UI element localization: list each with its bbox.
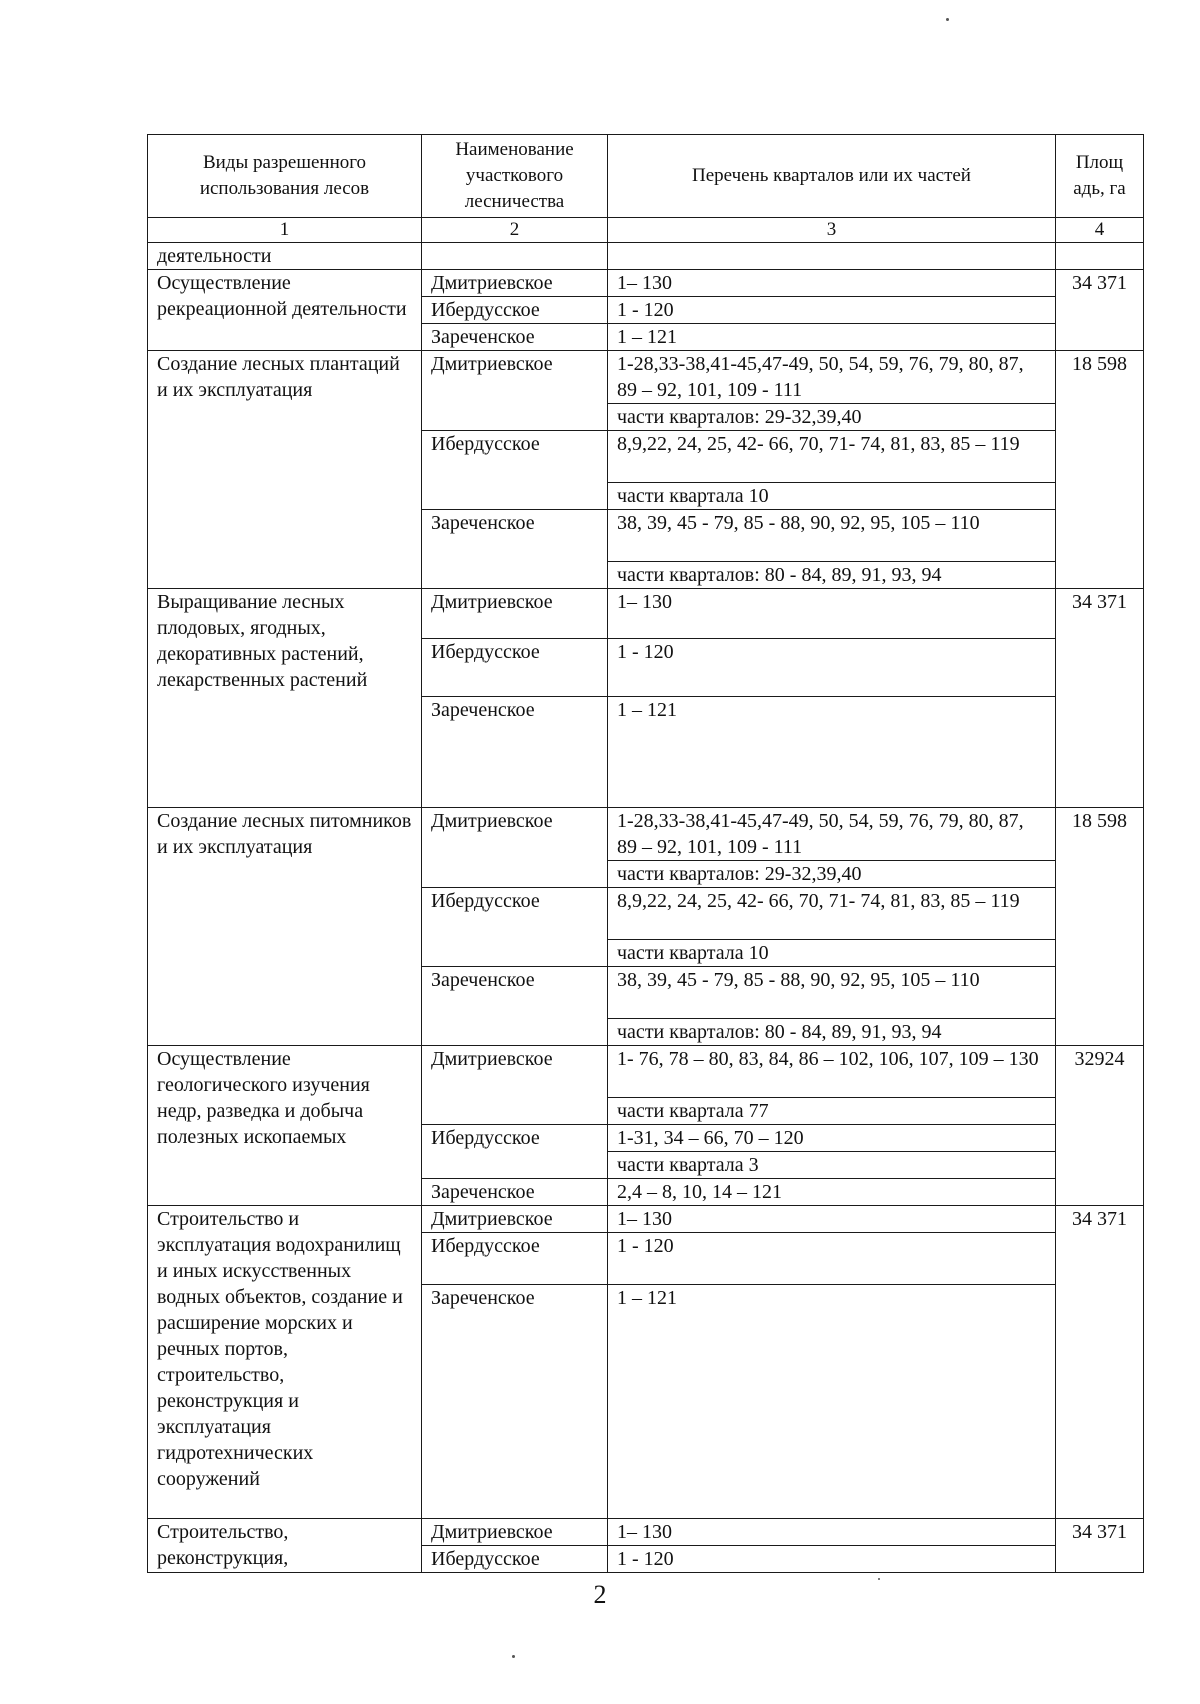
scan-speck [512, 1655, 515, 1658]
quarters-cell: 8,9,22, 24, 25, 42- 66, 70, 71- 74, 81, 83, 85 – 119 [608, 888, 1056, 940]
column-number: 3 [608, 218, 1056, 243]
quarters-cell: 1-28,33-38,41-45,47-49, 50, 54, 59, 76, 79, 80, 87, 89 – 92, 101, 109 - 111 [608, 808, 1056, 861]
use-type-cell: Выращивание лесных плодовых, ягодных, декоративных растений, лекарственных растений [148, 589, 422, 808]
quarters-cell: 1 - 120 [608, 297, 1056, 324]
use-type-cell: деятельности [148, 243, 422, 270]
header-area: Площ адь, га [1056, 135, 1144, 218]
quarters-cell: 38, 39, 45 - 79, 85 - 88, 90, 92, 95, 105 – 110 [608, 967, 1056, 1019]
table-row [148, 589, 1144, 639]
forestry-cell: Дмитриевское [422, 1519, 608, 1546]
forestry-cell: Зареченское [422, 324, 608, 351]
forestry-cell: Ибердусское [422, 431, 608, 510]
forestry-cell: Зареченское [422, 697, 608, 808]
quarter-parts-cell: части кварталов: 29-32,39,40 [608, 404, 1056, 431]
forestry-cell: Зареченское [422, 967, 608, 1046]
forestry-cell: Ибердусское [422, 1546, 608, 1573]
forestry-cell: Ибердусское [422, 639, 608, 697]
forestry-cell: Ибердусское [422, 1233, 608, 1285]
area-cell: 18 598 [1056, 808, 1144, 1046]
use-type-cell: Осуществление геологического изучения недр, разведка и добыча полезных ископаемых [148, 1046, 422, 1206]
quarters-cell: 1 - 120 [608, 1546, 1056, 1573]
quarters-cell: 2,4 – 8, 10, 14 – 121 [608, 1179, 1056, 1206]
quarters-cell: 1– 130 [608, 1519, 1056, 1546]
forestry-cell: Зареченское [422, 1285, 608, 1519]
column-number: 4 [1056, 218, 1144, 243]
quarters-cell: 1-31, 34 – 66, 70 – 120 [608, 1125, 1056, 1152]
quarters-cell: 8,9,22, 24, 25, 42- 66, 70, 71- 74, 81, 83, 85 – 119 [608, 431, 1056, 483]
column-number-row [148, 218, 1144, 243]
use-type-cell: Строительство и эксплуатация водохранилищ и иных искусственных водных объектов, создание и расширение морских и речных портов, строительство, реконструкция и эксплуатация гидротехнических сооружений [148, 1206, 422, 1519]
quarter-parts-cell: части квартала 77 [608, 1098, 1056, 1125]
table-row [148, 1206, 1144, 1233]
forest-use-table [147, 134, 1144, 1573]
area-cell: 32924 [1056, 1046, 1144, 1206]
column-number: 1 [148, 218, 422, 243]
forestry-cell: Дмитриевское [422, 351, 608, 431]
area-cell: 18 598 [1056, 351, 1144, 589]
area-cell: 34 371 [1056, 1519, 1144, 1573]
area-cell: 34 371 [1056, 1206, 1144, 1519]
quarter-parts-cell: части кварталов: 29-32,39,40 [608, 861, 1056, 888]
header-quarters-list: Перечень кварталов или их частей [608, 135, 1056, 218]
forestry-cell: Ибердусское [422, 1125, 608, 1179]
use-type-cell: Создание лесных питомников и их эксплуатация [148, 808, 422, 1046]
forestry-cell: Дмитриевское [422, 1206, 608, 1233]
quarters-cell: 38, 39, 45 - 79, 85 - 88, 90, 92, 95, 105 – 110 [608, 510, 1056, 562]
forestry-cell: Зареченское [422, 510, 608, 589]
quarters-cell: 1 - 120 [608, 639, 1056, 697]
area-cell: 34 371 [1056, 589, 1144, 808]
quarters-cell: 1– 130 [608, 270, 1056, 297]
quarters-cell: 1– 130 [608, 589, 1056, 639]
table-row [148, 808, 1144, 861]
quarters-cell: 1 – 121 [608, 324, 1056, 351]
forestry-cell: Дмитриевское [422, 270, 608, 297]
forestry-cell: Ибердусское [422, 888, 608, 967]
table-row [148, 351, 1144, 404]
quarters-cell: 1– 130 [608, 1206, 1056, 1233]
forestry-cell: Ибердусское [422, 297, 608, 324]
table-row [148, 243, 1144, 270]
use-type-cell: Строительство, реконструкция, [148, 1519, 422, 1573]
quarters-cell: 1 – 121 [608, 697, 1056, 808]
quarters-cell: 1 - 120 [608, 1233, 1056, 1285]
scan-speck [878, 1578, 880, 1580]
forestry-cell: Дмитриевское [422, 1046, 608, 1125]
quarter-parts-cell: части квартала 3 [608, 1152, 1056, 1179]
quarters-cell: 1-28,33-38,41-45,47-49, 50, 54, 59, 76, 79, 80, 87, 89 – 92, 101, 109 - 111 [608, 351, 1056, 404]
header-use-type: Виды разрешенного использования лесов [148, 135, 422, 218]
header-forestry-name: Наименование участкового лесничества [422, 135, 608, 218]
quarters-cell: 1 – 121 [608, 1285, 1056, 1519]
column-number: 2 [422, 218, 608, 243]
table-row [148, 1046, 1144, 1098]
table-row [148, 270, 1144, 297]
quarter-parts-cell: части квартала 10 [608, 483, 1056, 510]
quarter-parts-cell: части кварталов: 80 - 84, 89, 91, 93, 94 [608, 562, 1056, 589]
forestry-cell: Дмитриевское [422, 589, 608, 639]
use-type-cell: Создание лесных плантаций и их эксплуатация [148, 351, 422, 589]
quarter-parts-cell: части квартала 10 [608, 940, 1056, 967]
quarters-cell: 1- 76, 78 – 80, 83, 84, 86 – 102, 106, 107, 109 – 130 [608, 1046, 1056, 1098]
quarter-parts-cell: части кварталов: 80 - 84, 89, 91, 93, 94 [608, 1019, 1056, 1046]
forestry-cell: Зареченское [422, 1179, 608, 1206]
use-type-cell: Осуществление рекреационной деятельности [148, 270, 422, 351]
area-cell: 34 371 [1056, 270, 1144, 351]
page-number: 2 [593, 1580, 607, 1609]
scan-speck [946, 18, 949, 21]
table-row [148, 1519, 1144, 1546]
header-row [148, 135, 1144, 218]
forestry-cell: Дмитриевское [422, 808, 608, 888]
